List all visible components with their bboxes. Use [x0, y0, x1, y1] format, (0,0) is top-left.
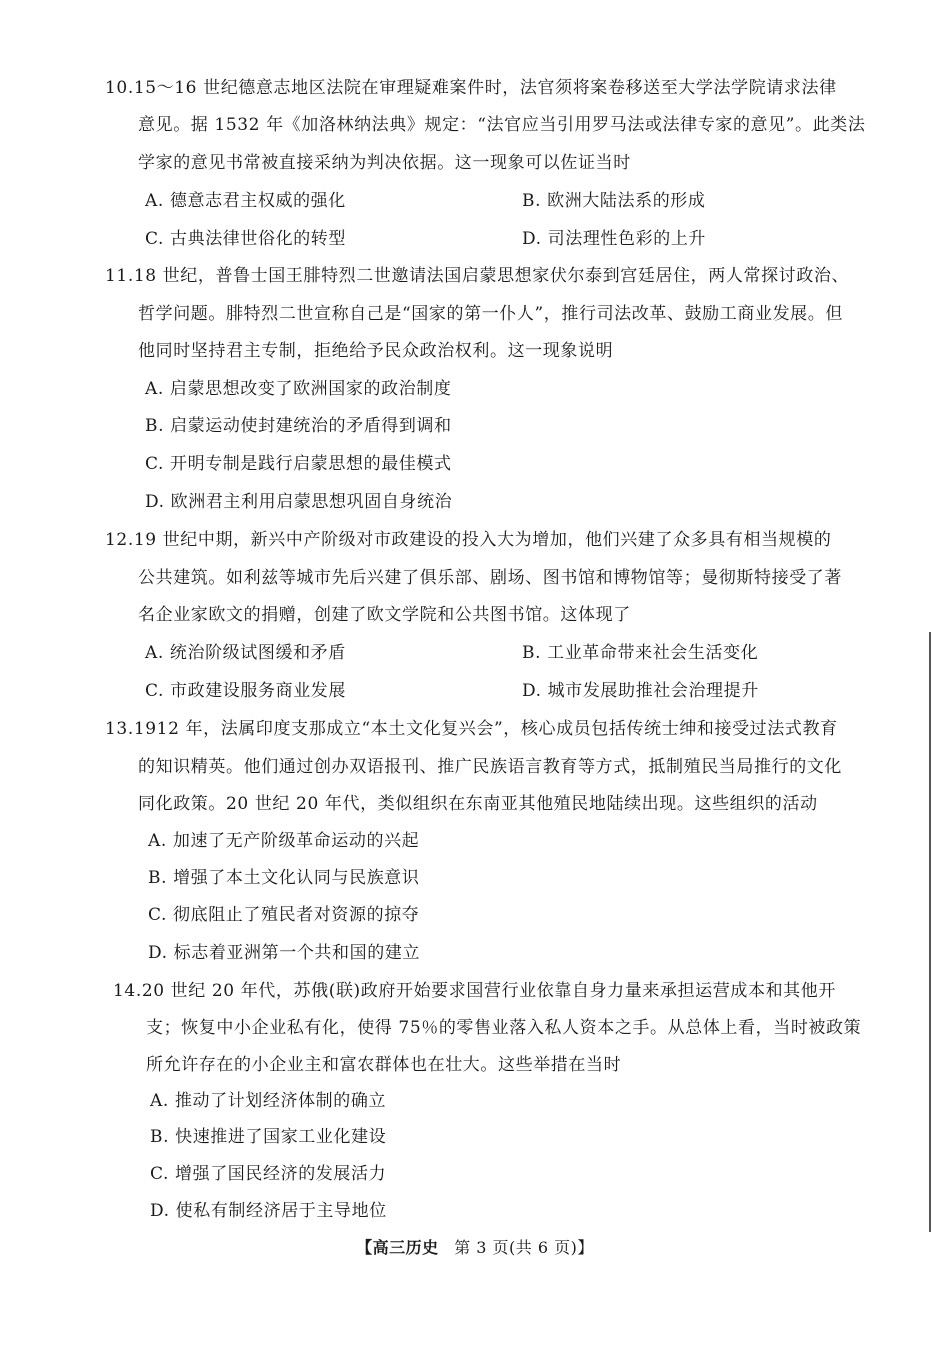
question-13-option-d: D. 标志着亚洲第一个共和国的建立 [148, 943, 421, 963]
scan-edge-mark [929, 632, 931, 1232]
page-footer [0, 1236, 950, 1260]
question-11-option-a: A. 启蒙思想改变了欧洲国家的政治制度 [145, 379, 452, 399]
question-14-line-2: 支；恢复中小企业私有化，使得 75％的零售业落入私人资本之手。从总体上看，当时被政策 [146, 1018, 862, 1038]
question-12-option-d: D. 城市发展助推社会治理提升 [522, 681, 759, 701]
question-10-line-1: 10.15～16 世纪德意志地区法院在审理疑难案件时，法官须将案卷移送至大学法学院请求法律 [105, 78, 837, 98]
question-14-line-1: 14.20 世纪 20 年代，苏俄(联)政府开始要求国营行业依靠自身力量来承担运营成本和其他开 [113, 981, 836, 1001]
question-12-line-3: 名企业家欧文的捐赠，创建了欧文学院和公共图书馆。这体现了 [138, 605, 631, 625]
question-14-option-b: B. 快速推进了国家工业化建设 [150, 1127, 387, 1147]
question-10-line-3: 学家的意见书常被直接采纳为判决依据。这一现象可以佐证当时 [138, 153, 631, 173]
question-11-line-3: 他同时坚持君主专制，拒绝给予民众政治权利。这一现象说明 [138, 341, 614, 361]
question-13-line-1: 13.1912 年，法属印度支那成立“本土文化复兴会”，核心成员包括传统士绅和接受过法式教育 [105, 719, 838, 739]
question-10-option-d: D. 司法理性色彩的上升 [522, 229, 707, 249]
question-11-line-1: 11.18 世纪，普鲁士国王腓特烈二世邀请法国启蒙思想家伏尔泰到宫廷居住，两人常探讨政治、 [105, 266, 850, 286]
question-13-line-2: 的知识精英。他们通过创办双语报刊、推广民族语言教育等方式，抵制殖民当局推行的文化 [138, 757, 842, 777]
question-11-line-2: 哲学问题。腓特烈二世宣称自己是“国家的第一仆人”，推行司法改革、鼓励工商业发展。但 [138, 304, 843, 324]
footer-page-number: 第 3 页(共 6 页)】 [454, 1238, 594, 1257]
question-12-line-2: 公共建筑。如利兹等城市先后兴建了俱乐部、剧场、图书馆和博物馆等；曼彻斯特接受了著 [138, 568, 842, 588]
question-14-option-d: D. 使私有制经济居于主导地位 [150, 1201, 387, 1221]
question-10-option-b: B. 欧洲大陆法系的形成 [522, 191, 706, 211]
question-14-option-c: C. 增强了国民经济的发展活力 [150, 1164, 387, 1184]
question-14-line-3: 所允许存在的小企业主和富农群体也在壮大。这些举措在当时 [146, 1055, 622, 1075]
question-12-option-a: A. 统治阶级试图缓和矛盾 [145, 643, 346, 663]
question-13-line-3: 同化政策。20 世纪 20 年代，类似组织在东南亚其他殖民地陆续出现。这些组织的活动 [138, 794, 818, 814]
question-12-option-c: C. 市政建设服务商业发展 [145, 681, 347, 701]
question-11-option-b: B. 启蒙运动使封建统治的矛盾得到调和 [145, 416, 452, 436]
question-11-option-d: D. 欧洲君主利用启蒙思想巩固自身统治 [145, 492, 453, 512]
question-13-option-c: C. 彻底阻止了殖民者对资源的掠夺 [148, 905, 420, 925]
question-14-option-a: A. 推动了计划经济体制的确立 [150, 1091, 387, 1111]
question-13-option-a: A. 加速了无产阶级革命运动的兴起 [148, 831, 420, 851]
question-10-option-a: A. 德意志君主权威的强化 [145, 191, 346, 211]
question-12-line-1: 12.19 世纪中期，新兴中产阶级对市政建设的投入大为增加，他们兴建了众多具有相当规模的 [105, 530, 832, 550]
question-13-option-b: B. 增强了本土文化认同与民族意识 [148, 868, 420, 888]
question-10-option-c: C. 古典法律世俗化的转型 [145, 229, 347, 249]
footer-subject: 【高三历史 [356, 1238, 439, 1257]
question-12-option-b: B. 工业革命带来社会生活变化 [522, 643, 759, 663]
question-11-option-c: C. 开明专制是践行启蒙思想的最佳模式 [145, 454, 452, 474]
question-10-line-2: 意见。据 1532 年《加洛林纳法典》规定：“法官应当引用罗马法或法律专家的意见”。此类法 [138, 115, 866, 135]
